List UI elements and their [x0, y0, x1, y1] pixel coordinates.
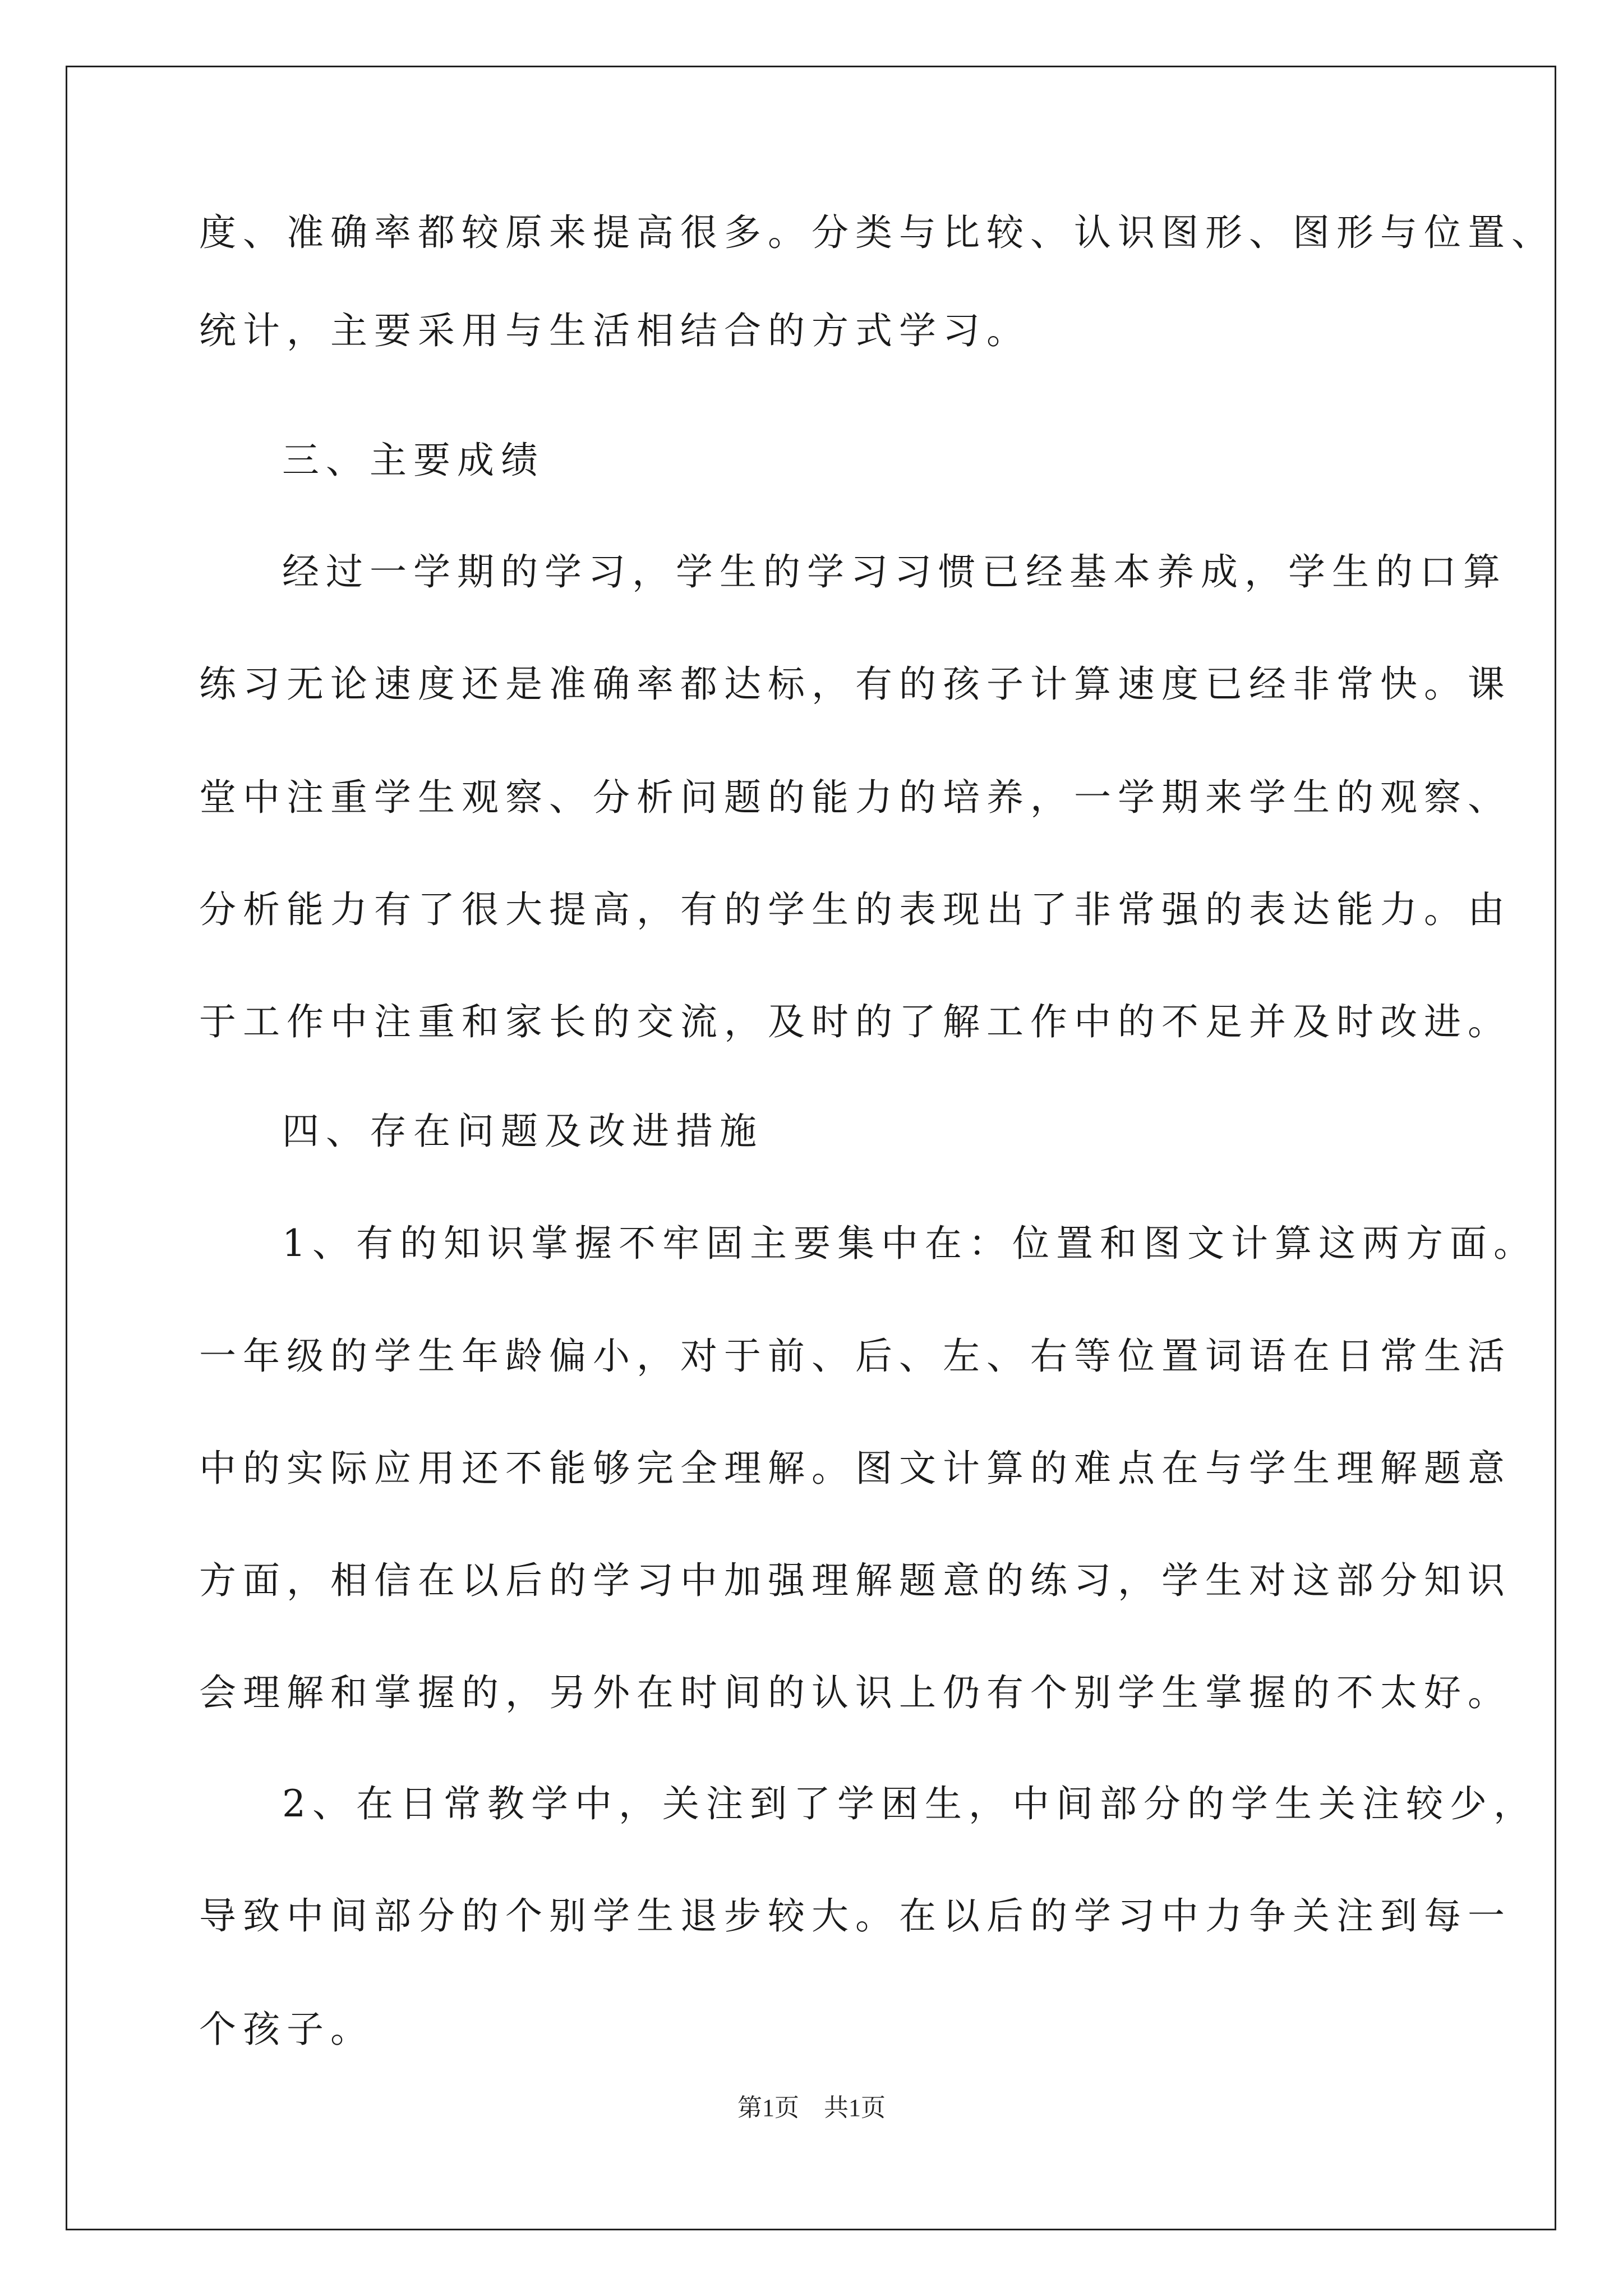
paragraph-first-line: 经过一学期的学习，学生的学习习惯已经基本养成，学生的口算 [282, 550, 1507, 593]
text-line: 方面，相信在以后的学习中加强理解题意的练习，学生对这部分知识 [199, 1559, 1511, 1602]
text-line: 统计，主要采用与生活相结合的方式学习。 [199, 309, 1030, 352]
text-line: 个孩子。 [199, 2008, 374, 2051]
text-line: 分析能力有了很大提高，有的学生的表现出了非常强的表达能力。由 [199, 888, 1511, 931]
text-line: 一年级的学生年龄偏小，对于前、后、左、右等位置词语在日常生活 [199, 1335, 1511, 1378]
text-line: 会理解和掌握的，另外在时间的认识上仍有个别学生掌握的不太好。 [199, 1671, 1511, 1714]
paragraph-first-line: 2、在日常教学中，关注到了学困生，中间部分的学生关注较少， [282, 1782, 1537, 1825]
paragraph-first-line: 1、有的知识掌握不牢固主要集中在：位置和图文计算这两方面。 [282, 1222, 1537, 1265]
text-line: 练习无论速度还是准确率都达标，有的孩子计算速度已经非常快。课 [199, 662, 1511, 706]
section-heading: 四、存在问题及改进措施 [282, 1110, 763, 1153]
text-line: 中的实际应用还不能够完全理解。图文计算的难点在与学生理解题意 [199, 1447, 1511, 1490]
text-line: 堂中注重学生观察、分析问题的能力的培养，一学期来学生的观察、 [199, 776, 1511, 819]
text-line: 度、准确率都较原来提高很多。分类与比较、认识图形、图形与位置、 [199, 211, 1555, 254]
section-heading: 三、主要成绩 [282, 439, 545, 482]
text-line: 于工作中注重和家长的交流，及时的了解工作中的不足并及时改进。 [199, 1000, 1511, 1043]
page-number-footer: 第1页 共1页 [737, 2094, 886, 2122]
text-line: 导致中间部分的个别学生退步较大。在以后的学习中力争关注到每一 [199, 1894, 1511, 1938]
